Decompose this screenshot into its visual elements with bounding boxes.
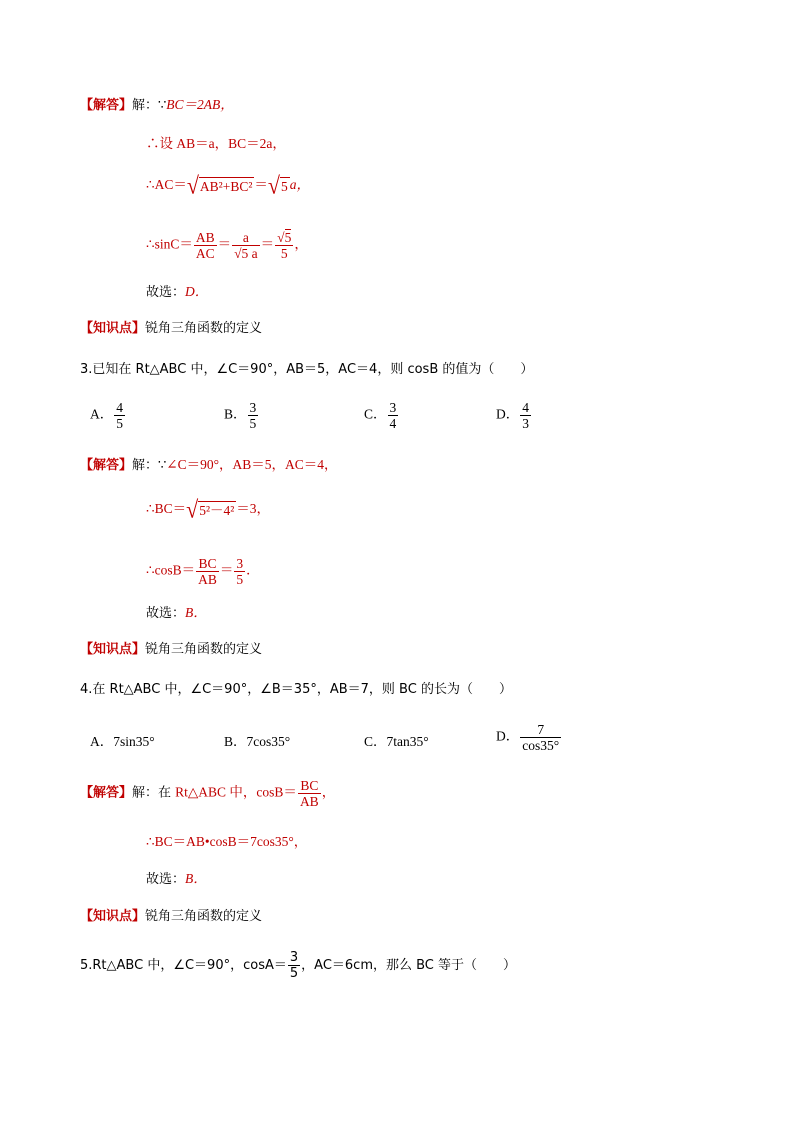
option-fraction	[248, 400, 259, 431]
q4-knowledge	[80, 907, 262, 926]
denominator: 5	[249, 416, 257, 431]
q4-stem: 4.在 Rt△ABC 中，∠C＝90°，∠B＝35°，AB＝7，则 BC 的长为（ ）	[80, 682, 512, 697]
answer-value: D．	[185, 284, 209, 299]
q3-solution-line2	[146, 495, 271, 524]
sqrt-expression: √5²－4²	[186, 495, 235, 524]
denominator: cos35°	[522, 738, 560, 753]
option-label: A．	[90, 406, 114, 422]
option-text: 7tan35°	[386, 734, 429, 749]
numerator: BC	[196, 556, 219, 572]
solution-tag: 【解答】	[80, 785, 133, 801]
fraction-sqrt5-5	[275, 230, 293, 261]
q2-solution-line1	[80, 96, 234, 115]
solution-intro: 解：∵	[132, 458, 167, 473]
denominator: 3	[522, 416, 529, 431]
denominator: AB	[198, 572, 217, 587]
stem-suffix: ，AC＝6cm，那么 BC 等于（ ）	[301, 958, 517, 973]
equals: ＝	[254, 177, 268, 193]
q2-answer	[146, 283, 208, 302]
q3-solution-line3: ∴cosB＝ $\frac{BC}{AB}$ ＝ $\frac{3}{5}$ ．	[146, 556, 260, 587]
numerator: 4	[522, 400, 529, 415]
comma: ，	[321, 784, 336, 800]
solution-tag: 【解答】	[80, 98, 133, 113]
knowledge-text: 锐角三角函数的定义	[145, 642, 263, 657]
q3-option-c	[364, 400, 399, 431]
q4-solution-line2: ∴BC＝AB•cosB＝7cos35°，	[146, 834, 308, 849]
given-equation: BC＝2AB，	[166, 97, 234, 112]
solution-tag: 【解答】	[80, 458, 133, 473]
denominator: 4	[389, 416, 397, 431]
q4-option-d	[496, 722, 562, 753]
q5-stem	[80, 950, 516, 981]
denominator: 5	[236, 572, 244, 587]
option-fraction	[114, 400, 125, 431]
numerator: 3	[289, 950, 299, 965]
denominator: AB	[299, 794, 319, 809]
q4-option-a	[90, 730, 155, 750]
knowledge-tag: 【知识点】	[80, 321, 146, 336]
denominator: 5	[280, 246, 288, 261]
solution-text: Rt△ABC 中，cosB＝	[175, 784, 297, 800]
option-label: C．	[364, 734, 387, 749]
result: ＝3，	[236, 501, 271, 517]
option-label: C．	[364, 406, 387, 422]
radicand-result: 5	[280, 179, 288, 194]
q2-solution-line3	[146, 171, 310, 200]
q4-answer	[146, 870, 207, 889]
period: ．	[246, 562, 260, 578]
denominator: 5	[116, 416, 123, 431]
ac-label: ∴AC＝	[146, 177, 187, 193]
answer-value: B．	[185, 871, 207, 886]
option-fraction	[520, 722, 561, 753]
q3-option-a	[90, 400, 126, 431]
numerator: √5	[277, 230, 292, 245]
q3-knowledge	[80, 640, 262, 659]
numerator: 3	[389, 400, 397, 415]
option-text: 7cos35°	[246, 734, 291, 749]
denominator: AC	[195, 246, 215, 261]
bc-label: ∴BC＝	[146, 501, 187, 517]
comma: ，	[294, 236, 308, 252]
numerator: AB	[195, 230, 215, 245]
fraction-bc-ab	[298, 778, 321, 809]
denominator-radicand: 5 a	[241, 246, 258, 261]
q2-solution-line2: ∴设 AB＝a，BC＝2a，	[146, 136, 286, 151]
radicand: AB²+BC²	[199, 179, 253, 194]
solution-intro: 解：∵	[132, 98, 167, 113]
q4-option-c	[364, 730, 429, 750]
result-suffix: a，	[289, 177, 310, 193]
answer-prefix: 故选：	[146, 606, 186, 621]
q3-solution-line1	[80, 456, 338, 475]
sqrt-expression: √AB²+BC²	[186, 171, 253, 200]
fraction-bc-ab	[196, 556, 219, 587]
q2-knowledge	[80, 319, 262, 338]
knowledge-text: 锐角三角函数的定义	[145, 321, 263, 336]
numerator: 3	[236, 556, 244, 571]
numerator-radicand: 5	[284, 230, 292, 245]
answer-prefix: 故选：	[146, 285, 186, 300]
option-label: B．	[224, 406, 247, 422]
q3-option-d	[496, 400, 532, 431]
solution-intro: 解：在	[132, 785, 176, 801]
fraction-a-sqrt5a	[232, 230, 260, 261]
option-fraction	[388, 400, 399, 431]
given-values: ∠C＝90°，AB＝5，AC＝4，	[166, 457, 338, 472]
q4-option-b	[224, 730, 290, 750]
option-text: 7sin35°	[113, 734, 155, 749]
numerator: 4	[116, 400, 123, 415]
fraction-3-5	[288, 950, 300, 981]
q3-stem: 3.已知在 Rt△ABC 中，∠C＝90°，AB＝5，AC＝4，则 cosB 的值为（ ）	[80, 362, 534, 377]
q4-solution-line1	[80, 778, 335, 809]
q3-answer	[146, 604, 207, 623]
option-fraction	[520, 400, 531, 431]
option-label: A．	[90, 734, 114, 749]
knowledge-tag: 【知识点】	[80, 909, 146, 924]
fraction-3-5	[234, 556, 245, 587]
sin-label: ∴sinC＝	[146, 236, 193, 252]
option-label: D．	[496, 406, 520, 422]
sqrt-result: √5	[267, 171, 288, 200]
q3-option-b	[224, 400, 259, 431]
numerator: a	[232, 230, 260, 246]
numerator: BC	[298, 778, 321, 794]
knowledge-text: 锐角三角函数的定义	[145, 909, 263, 924]
option-label: D．	[496, 728, 520, 744]
denominator: 5	[289, 966, 299, 981]
numerator: 3	[249, 400, 257, 415]
answer-prefix: 故选：	[146, 872, 186, 887]
cos-label: ∴cosB＝	[146, 562, 196, 578]
knowledge-tag: 【知识点】	[80, 642, 146, 657]
fraction-ab-ac	[194, 230, 217, 261]
option-label: B．	[224, 734, 247, 749]
stem-prefix: 5.Rt△ABC 中，∠C＝90°，cosA＝	[80, 958, 287, 973]
q2-solution-line4: ∴sinC＝ $\frac{AB}{AC}$ ＝ $\frac{a}{√5 a}$ ＝ $\frac{√5}{5}$ ，	[146, 230, 308, 261]
answer-value: B．	[185, 605, 207, 620]
radicand: 5²－4²	[199, 503, 235, 518]
denominator: √5 a	[234, 246, 258, 261]
numerator: 7	[520, 722, 561, 738]
